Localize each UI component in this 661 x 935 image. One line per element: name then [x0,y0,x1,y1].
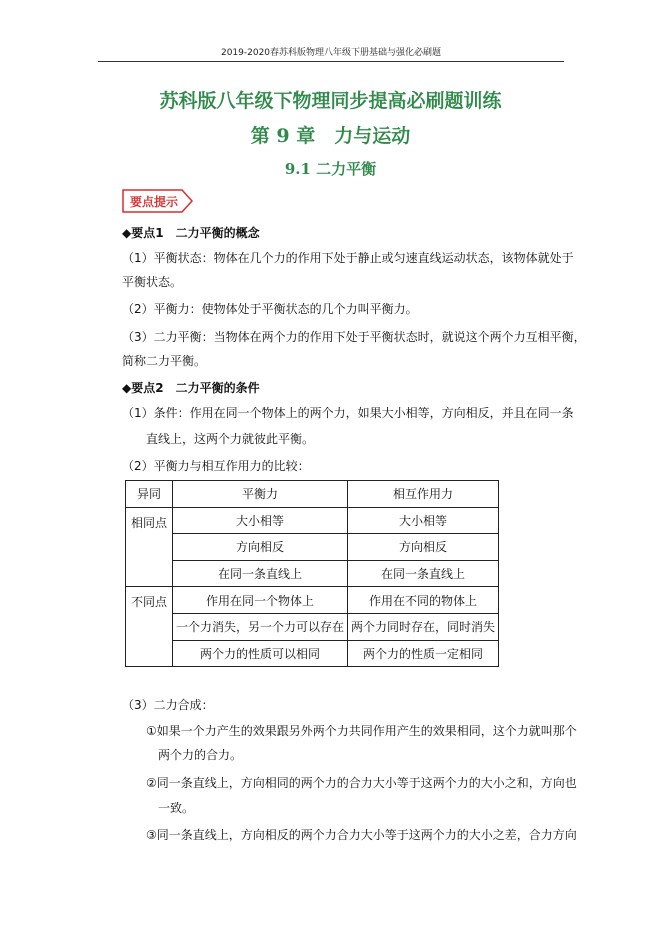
section-title: 9.1 二力平衡 [284,160,377,178]
table-cell: 方向相反 [348,534,499,561]
table-cell: 作用在同一个物体上 [173,587,348,614]
table-row [126,587,499,614]
point2-heading: ◆要点2 二力平衡的条件 [122,381,260,395]
point3-heading: （3）二力合成： [122,698,214,712]
table-cell: 两个力同时存在，同时消失 [348,613,499,640]
table-cell: 大小相等 [173,507,348,534]
point2-line: 直线上，这两个力就彼此平衡。 [146,432,315,446]
badge-label: 要点提示 [130,195,179,209]
table-header-cell: 平衡力 [173,481,348,508]
same-points-label: 相同点 [126,507,173,587]
point3-line: 一致。 [158,801,195,815]
point3-line: ①如果一个力产生的效果跟另外两个力共同作用产生的效果相同，这个力就叫那个 [146,724,577,738]
table-header-cell: 相互作用力 [348,481,499,508]
point1-line: （1）平衡状态：物体在几个力的作用下处于静止或匀速直线运动状态，该物体就处于 [122,251,574,265]
point3-line: ②同一条直线上，方向相同的两个力的合力大小等于这两个力的大小之和，方向也 [146,776,577,790]
point2-line: （2）平衡力与相互作用力的比较： [122,459,310,473]
table-cell: 大小相等 [348,507,499,534]
main-title: 苏科版八年级下物理同步提高必刷题训练 [159,90,502,112]
header-rule [98,61,564,62]
chapter-title: 第 9 章 力与运动 [250,125,411,147]
table-row [126,534,499,561]
running-header: 2019-2020春苏科版物理八年级下册基础与强化必刷题 [220,48,442,58]
table-row [126,507,499,534]
point1-line: （3）二力平衡：当物体在两个力的作用下处于平衡状态时，就说这个两个力互相平衡， [122,330,586,344]
point1-line: （2）平衡力：使物体处于平衡状态的几个力叫平衡力。 [122,302,418,316]
table-cell: 在同一条直线上 [173,560,348,587]
table-cell: 一个力消失，另一个力可以存在 [173,613,348,640]
table-header-row [126,481,499,508]
table-cell: 两个力的性质一定相同 [348,640,499,667]
diff-points-label: 不同点 [126,587,173,667]
point1-heading: ◆要点1 二力平衡的概念 [122,226,260,240]
table-cell: 两个力的性质可以相同 [173,640,348,667]
point1-line: 平衡状态。 [122,275,183,289]
table-row [126,560,499,587]
key-points-badge [122,189,192,213]
table-row [126,613,499,640]
table-header-cell: 异同 [126,481,173,508]
table-row [126,640,499,667]
point2-line: （1）条件：作用在同一个物体上的两个力，如果大小相等，方向相反，并且在同一条 [122,406,574,420]
point3-line: ③同一条直线上，方向相反的两个力合力大小等于这两个力的大小之差，合力方向 [146,828,577,842]
comparison-table [125,480,499,667]
point3-line: 两个力的合力。 [158,748,243,762]
table-cell: 方向相反 [173,534,348,561]
table-cell: 在同一条直线上 [348,560,499,587]
table-cell: 作用在不同的物体上 [348,587,499,614]
point1-line: 简称二力平衡。 [122,354,207,368]
